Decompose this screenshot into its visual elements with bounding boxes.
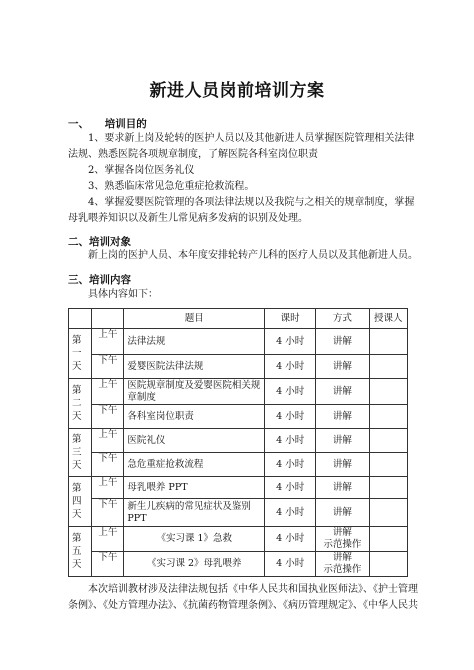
table-row: [69, 329, 408, 355]
mode-cell: 讲解: [316, 429, 369, 453]
schedule-table: [68, 308, 408, 577]
day-label-char: 天: [72, 411, 82, 422]
day-label: [69, 329, 92, 379]
sec1-line: 母乳喂养知识以及新生儿常见病多发病的识别及处理。: [68, 213, 308, 224]
topic-cell: 新生儿疾病的常见症状及鉴别 PPT: [124, 499, 265, 527]
page-title: 新进人员岗前培训方案: [149, 81, 325, 101]
table-row: [69, 453, 408, 477]
day-label-char: 二: [72, 398, 82, 409]
day-label-char: 天: [72, 559, 82, 570]
mode-cell: 讲解: [316, 355, 369, 379]
header-hours: 课时: [265, 309, 316, 329]
sec1-line: 1、要求新上岗及轮转的医护人员以及其他新进人员掌握医院管理相关法律: [88, 133, 415, 144]
mode-cell: 讲解: [316, 477, 369, 499]
day-label: [69, 429, 92, 477]
day-label-char: 第: [72, 533, 82, 544]
footer-line: 条例》、《处方管理办法》、《抗菌药物管理条例》、《病历管理规定》、《中华人民共: [68, 600, 418, 611]
teacher-cell: [369, 355, 407, 379]
sec1-line: 4、掌握爱婴医院管理的各项法律法规以及我院与之相关的规章制度，掌握: [88, 197, 415, 208]
mode-cell: 讲解: [316, 499, 369, 527]
footer-line: 本次培训教材涉及法律法规包括《中华人民共和国执业医师法》、《护士管理: [88, 584, 418, 595]
table-row: [69, 499, 408, 527]
sec1-line: 3、熟悉临床常见急危重症抢救流程。: [88, 181, 255, 192]
hours-cell: 4 小时: [265, 355, 316, 379]
table-row: [69, 379, 408, 405]
hours-cell: 4 小时: [265, 379, 316, 405]
table-row: [69, 429, 408, 453]
session-cell: 上午: [92, 379, 124, 405]
teacher-cell: [369, 379, 407, 405]
teacher-cell: [369, 329, 407, 355]
topic-cell: 医院规章制度及爱婴医院相关规章制度: [124, 379, 265, 405]
day-label-char: 天: [72, 460, 82, 471]
mode-cell: 讲解: [316, 329, 369, 355]
hours-cell: 4 小时: [265, 477, 316, 499]
table-row: [69, 355, 408, 379]
hours-cell: 4 小时: [265, 405, 316, 429]
session-cell: 下午: [92, 405, 124, 429]
hours-cell: 4 小时: [265, 527, 316, 552]
day-label-char: 三: [72, 447, 82, 458]
topic-cell: 爱婴医院法律法规: [124, 355, 265, 379]
hours-cell: 4 小时: [265, 499, 316, 527]
teacher-cell: [369, 453, 407, 477]
hours-cell: 4 小时: [265, 453, 316, 477]
day-label-char: 天: [72, 509, 82, 520]
topic-cell: 急危重症抢救流程: [124, 453, 265, 477]
teacher-cell: [369, 552, 407, 577]
teacher-cell: [369, 405, 407, 429]
day-label: [69, 477, 92, 527]
teacher-cell: [369, 527, 407, 552]
hours-cell: 4 小时: [265, 429, 316, 453]
session-cell: 下午: [92, 355, 124, 379]
hours-cell: 4 小时: [265, 329, 316, 355]
session-cell: 下午: [92, 453, 124, 477]
topic-cell: 各科室岗位职责: [124, 405, 265, 429]
section-1-heading: 一、 培训目的: [68, 118, 147, 130]
day-label: [69, 527, 92, 577]
topic-cell: 《实习课 1》急救: [124, 527, 265, 552]
topic-cell: 《实习课 2》母乳喂养: [124, 552, 265, 577]
topic-cell: 母乳喂养 PPT: [124, 477, 265, 499]
session-cell: 下午: [92, 552, 124, 577]
mode-cell: 讲解 示范操作: [316, 527, 369, 552]
section-3-heading: 三、培训内容: [68, 274, 131, 286]
header-topic: 题目: [124, 309, 265, 329]
mode-cell: 讲解: [316, 379, 369, 405]
mode-cell: 讲解: [316, 453, 369, 477]
session-cell: 下午: [92, 499, 124, 527]
mode-cell: 讲解 示范操作: [316, 552, 369, 577]
table-row: [69, 405, 408, 429]
teacher-cell: [369, 477, 407, 499]
day-label-char: 五: [72, 546, 82, 557]
day-label-char: 第: [72, 385, 82, 396]
header-teacher: 授课人: [369, 309, 407, 329]
table-row: [69, 527, 408, 552]
session-cell: 上午: [92, 429, 124, 453]
session-cell: 上午: [92, 527, 124, 552]
sec1-line: 2、掌握各岗位医务礼仪: [88, 165, 195, 176]
sec2-line: 新上岗的医护人员、本年度安排轮转产儿科的医疗人员以及其他新进人员。: [88, 250, 418, 261]
day-label-char: 第: [72, 483, 82, 494]
topic-cell: 法律法规: [124, 329, 265, 355]
table-row: [69, 477, 408, 499]
teacher-cell: [369, 499, 407, 527]
header-mode: 方式: [316, 309, 369, 329]
hours-cell: 4 小时: [265, 552, 316, 577]
topic-cell: 医院礼仪: [124, 429, 265, 453]
day-label-char: 天: [72, 361, 82, 372]
table-header-row: [69, 309, 408, 329]
section-2-heading: 二、培训对象: [68, 236, 131, 248]
teacher-cell: [369, 429, 407, 453]
session-cell: 上午: [92, 477, 124, 499]
day-label-char: 四: [72, 496, 82, 507]
day-label-char: 第: [72, 335, 82, 346]
day-label: [69, 379, 92, 429]
session-cell: 上午: [92, 329, 124, 355]
day-label-char: 一: [72, 348, 82, 359]
day-label-char: 第: [72, 434, 82, 445]
mode-cell: 讲解: [316, 405, 369, 429]
sec1-line: 法规、熟悉医院各项规章制度，了解医院各科室岗位职责: [68, 149, 318, 160]
sec3-intro: 具体内容如下：: [88, 289, 158, 300]
table-row: [69, 552, 408, 577]
